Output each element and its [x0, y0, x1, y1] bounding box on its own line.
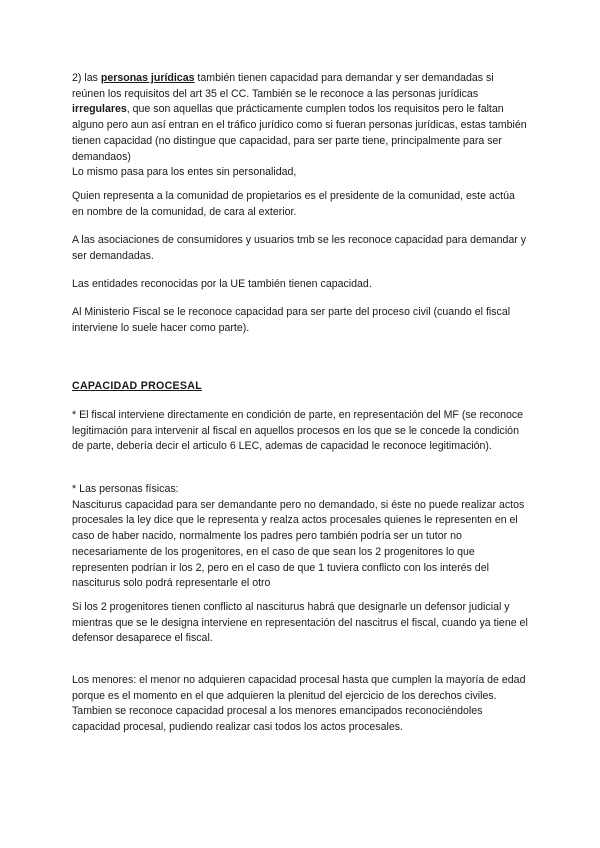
paragraph-asociaciones: [72, 233, 528, 264]
paragraph-emancipados: Tambien se reconoce capacidad procesal a los menores emancipados reconociéndoles capacidad procesal, pudiendo realizar casi todos los actos procesales.: [72, 705, 483, 734]
paragraph-text: Las entidades reconocidas por la UE también tienen capacidad.: [72, 278, 372, 290]
paragraph-comunidad: [72, 189, 528, 220]
paragraph-text: Al Ministerio Fiscal se le reconoce capacidad para ser parte del proceso civil (cuando el fiscal interviene lo suele hacer como parte).: [72, 306, 511, 334]
paragraph-text: Los menores: el menor no adquieren capacidad procesal hasta que cumplen la mayoría de edad porque es el momento en el que adquieren la plenitud del ejercicio de los derechos civiles.: [72, 674, 526, 702]
paragraph-conflicto: [72, 600, 528, 647]
text-segment: , que son aquellas que prácticamente cumplen todos los requisitos pero le faltan alguno pero aun así entran en el tráfico jurídico como si fueran personas jurídicas, estas también tienen capacidad (no distingue que capacidad, para ser parte tiene, principalmente para ser demandaos): [72, 103, 527, 163]
section-heading: [72, 379, 528, 395]
paragraph-personas-fisicas: [72, 482, 528, 592]
paragraph-personas-juridicas: [72, 71, 528, 181]
paragraph-text: Quien representa a la comunidad de propietarios es el presidente de la comunidad, este actúa en nombre de la comunidad, de cara al exterior.: [72, 190, 515, 218]
paragraph-ministerio-fiscal: [72, 305, 528, 336]
term-irregulares: irregulares: [72, 103, 127, 116]
term-personas-juridicas: personas jurídicas: [100, 72, 195, 84]
paragraph-menores: [72, 673, 528, 736]
paragraph-text: Si los 2 progenitores tienen conflicto al nasciturus habrá que designarle un defensor judicial y mientras que se le designa interviene en representación del nascitrus el fiscal, cuando ya tiene el defensor desaparece el fiscal.: [72, 601, 528, 645]
paragraph-nasciturus: Nasciturus capacidad para ser demandante pero no demandado, si éste no puede realizar actos procesales la ley dice que le representa y realza actos procesales quienes le representen en el caso de haber nacido, normalmente los padres pero también podría ser un tutor no necesariamente de los progenitores, en el caso de que sean los 2 progenitores lo que representen podrían ir los 2, pero en el caso de que 1 tuviera conflicto con los interés del nasciturus solo podrá representarle el otro: [72, 498, 525, 590]
paragraph-text: A las asociaciones de consumidores y usuarios tmb se les reconoce capacidad para demandar y ser demandadas.: [72, 234, 527, 262]
paragraph-ue: [72, 277, 528, 293]
heading-capacidad-procesal: CAPACIDAD PROCESAL: [72, 380, 202, 392]
line-entes-sin-personalidad: Lo mismo pasa para los entes sin personalidad,: [72, 166, 297, 179]
paragraph-text: * El fiscal interviene directamente en condición de parte, en representación del MF (se reconoce legitimación para intervenir al fiscal en aquellos procesos en los que se le concede la condición de parte, debería decir el articulo 6 LEC, ademas de capacidad le reconoce legitimación).: [72, 409, 524, 453]
paragraph-fiscal: [72, 408, 528, 455]
text-prefix: 2) las: [72, 72, 101, 84]
label-personas-fisicas: * Las personas físicas:: [72, 483, 179, 495]
text-segment: también tienen capacidad para demandar y ser demandadas si reúnen los requisitos del art 35 el CC. También se le reconoce a las personas jurídicas: [72, 72, 494, 100]
